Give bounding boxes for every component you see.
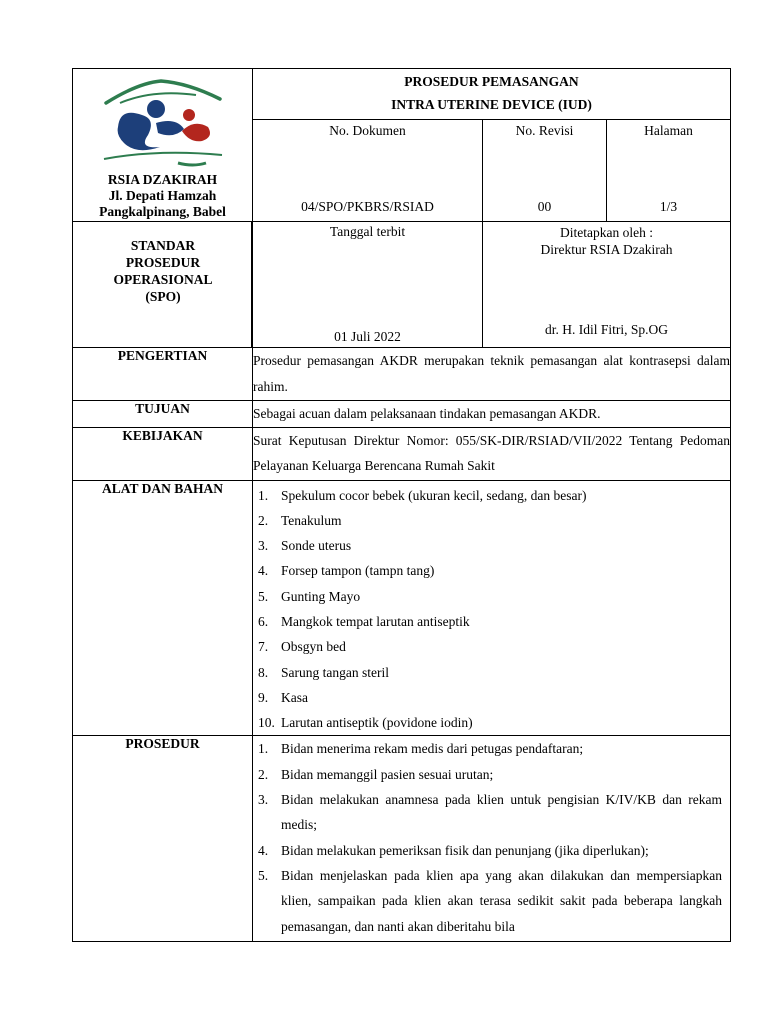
list-item: 5. Bidan menjelaskan pada klien apa yang akan dilakukan dan mempersiapkan klien, sampaikan pada klien akan terasa sedikit sakit pada beberapa langkah pemasangan, dan nanti akan diberitahu bila [258,867,722,934]
approved-by-name: dr. H. Idil Fitri, Sp.OG [544,322,668,337]
list-item: 7. Obsgyn bed [258,639,346,655]
document-title-cell [253,69,731,120]
institution-name: RSIA DZAKIRAH [107,172,218,187]
list-item: 5. Gunting Mayo [258,588,361,604]
approval-cell [483,222,731,348]
section-list-prosedur [253,736,731,941]
logo-roof-icon [106,81,220,103]
sop-label-line1: STANDAR [130,238,196,253]
institution-address-line2: Pangkalpinang, Babel [99,204,226,219]
list-item: 10. Larutan antiseptik (povidone iodin) [258,715,473,731]
list-item: 4. Forsep tampon (tampn tang) [258,563,435,579]
institution-cell [73,69,253,348]
page-cell [607,120,731,222]
list-item: 3. Sonde uterus [258,538,352,554]
logo-head-icon [147,100,165,118]
logo-ground-icon [104,153,222,159]
logo-mother-arm-icon [156,121,184,135]
list-item: 9. Kasa [258,689,308,705]
spo-document-table [72,68,731,942]
logo-ground-accent-icon [178,163,206,165]
sop-label-line2: PROSEDUR [125,255,201,270]
section-text-pengertian: Prosedur pemasangan AKDR merupakan teknik pemasangan alat kontrasepsi dalam rahim. [253,348,731,401]
list-item: 1. Spekulum cocor bebek (ukuran kecil, sedang, dan besar) [258,487,587,503]
section-text-tujuan: Sebagai acuan dalam pelaksanaan tindakan pemasangan AKDR. [253,401,731,428]
doc-number-label: No. Dokumen [329,123,406,138]
section-list-alat-bahan [253,480,731,736]
section-label-tujuan: TUJUAN [73,401,253,428]
issued-date-value: 01 Juli 2022 [334,329,401,344]
section-text-kebijakan: Surat Keputusan Direktur Nomor: 055/SK-DIR/RSIAD/VII/2022 Tentang Pedoman Pelayanan Keluarga Berencana Rumah Sakit [253,427,731,480]
list-item: 6. Mangkok tempat larutan antiseptik [258,613,470,629]
issued-date-label: Tanggal terbit [329,224,406,239]
revision-cell [483,120,607,222]
equipment-list [253,483,730,736]
list-item: 3. Bidan melakukan anamnesa pada klien untuk pengisian K/IV/KB dan rekam medis; [258,792,722,833]
list-item: 1. Bidan menerima rekam medis dari petugas pendaftaran; [258,741,584,757]
doc-number-cell [253,120,483,222]
sop-label [73,237,253,305]
list-item: 4. Bidan melakukan pemeriksan fisik dan penunjang (jika diperlukan); [258,842,649,858]
section-label-pengertian: PENGERTIAN [73,348,253,401]
revision-label: No. Revisi [515,123,574,138]
logo-child-head-icon [183,109,195,121]
procedure-list [253,736,730,940]
section-label-prosedur: PROSEDUR [73,736,253,941]
section-label-alat-bahan: ALAT DAN BAHAN [73,480,253,736]
doc-number-value: 04/SPO/PKBRS/RSIAD [301,199,434,214]
section-label-kebijakan: KEBIJAKAN [73,427,253,480]
list-item: 8. Sarung tangan steril [258,664,389,680]
list-item: 2. Tenakulum [258,512,342,528]
page-value: 1/3 [659,199,678,214]
revision-value: 00 [537,199,552,214]
institution-address-line1: Jl. Depati Hamzah [108,188,217,203]
sop-label-line4: (SPO) [145,289,181,304]
logo-child-icon [182,124,210,141]
page-label: Halaman [644,123,693,138]
sop-label-line3: OPERASIONAL [113,272,213,287]
issued-date-cell [253,222,483,348]
document-title-line2: INTRA UTERINE DEVICE (IUD) [391,97,592,112]
logo-mother-icon [118,113,160,150]
approved-by-role: Direktur RSIA Dzakirah [540,242,673,257]
hospital-logo [98,79,228,171]
document-title-line1: PROSEDUR PEMASANGAN [404,74,579,89]
list-item: 2. Bidan memanggil pasien sesuai urutan; [258,766,494,782]
approved-by-label: Ditetapkan oleh : [560,225,653,240]
